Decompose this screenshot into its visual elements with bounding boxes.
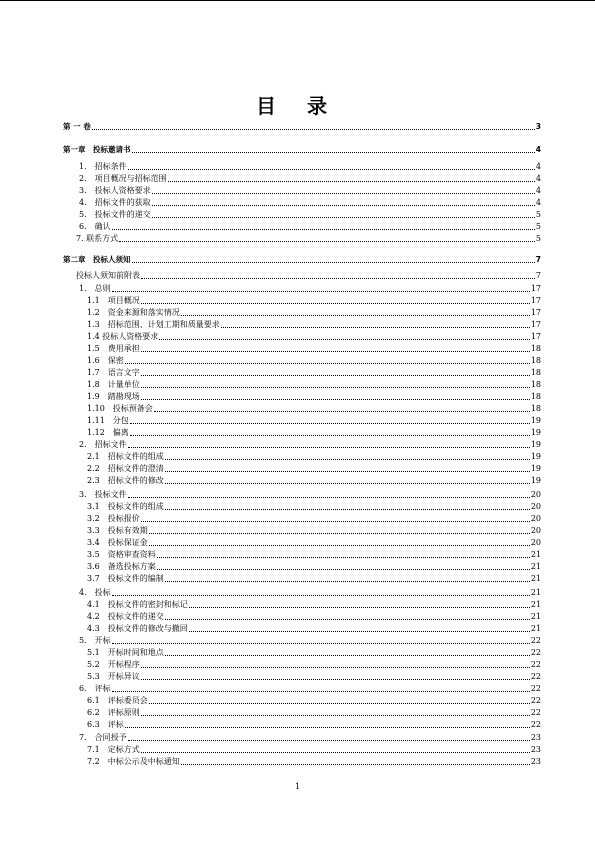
- toc-entry[interactable]: [87, 404, 541, 414]
- toc-entry-label: 5.3 开标异议: [87, 672, 140, 681]
- dot-leader: [141, 278, 535, 279]
- dot-leader: [152, 217, 535, 218]
- dot-leader: [141, 375, 530, 376]
- toc-entry-page: 22: [530, 720, 541, 729]
- dot-leader: [157, 557, 530, 558]
- dot-leader: [112, 595, 530, 596]
- toc-entry-page: 22: [530, 684, 541, 693]
- toc-entry-page: 20: [530, 538, 541, 547]
- toc-entry[interactable]: [87, 514, 541, 524]
- toc-entry-label: 3.4 投标保证金: [87, 538, 148, 547]
- dot-leader: [141, 715, 530, 716]
- dot-leader: [128, 169, 535, 170]
- toc-entry-label: 3.1 投标文件的组成: [87, 502, 164, 511]
- toc-entry[interactable]: [87, 392, 541, 402]
- dot-leader: [165, 509, 530, 510]
- toc-entry[interactable]: [79, 186, 541, 196]
- toc-entry-label: 第一章 投标邀请书: [63, 145, 131, 154]
- dot-leader: [119, 241, 535, 242]
- dot-leader: [130, 423, 530, 424]
- dot-leader: [141, 752, 530, 753]
- toc-entry-label: 4.2 投标文件的递交: [87, 612, 164, 621]
- page-title: 目 录: [256, 94, 339, 118]
- dot-leader: [141, 351, 530, 352]
- toc-entry-page: 22: [530, 660, 541, 669]
- toc-entry[interactable]: [79, 174, 541, 184]
- toc-entry-label: 6. 评标: [79, 684, 111, 693]
- toc-entry-page: 4: [535, 186, 541, 195]
- toc-entry-page: 18: [530, 404, 541, 413]
- toc-entry-page: 20: [530, 502, 541, 511]
- dot-leader: [128, 497, 530, 498]
- dot-leader: [112, 291, 530, 292]
- toc-entry[interactable]: [87, 344, 541, 354]
- dot-leader: [165, 483, 530, 484]
- toc-entry[interactable]: [87, 526, 541, 536]
- toc-entry-page: 17: [530, 320, 541, 329]
- toc-entry-label: 1. 招标条件: [79, 162, 127, 171]
- toc-entry-label: 1.8 计量单位: [87, 380, 140, 389]
- toc-entry-label: 3.3 投标有效期: [87, 526, 148, 535]
- toc-entry[interactable]: [87, 332, 541, 342]
- dot-leader: [189, 631, 530, 632]
- toc-entry-label: 3.2 投标报价: [87, 514, 140, 523]
- dot-leader: [149, 545, 530, 546]
- toc-entry-label: 1.1 项目概况: [87, 296, 140, 305]
- toc-entry-label: 2. 招标文件: [79, 440, 127, 449]
- toc-entry[interactable]: [87, 476, 541, 486]
- toc-entry[interactable]: [87, 648, 541, 658]
- toc-entry[interactable]: [76, 271, 541, 281]
- top-rule: [0, 0, 595, 1]
- dot-leader: [165, 471, 530, 472]
- toc-entry-page: 19: [530, 428, 541, 437]
- toc-entry-page: 17: [530, 332, 541, 341]
- toc-entry-page: 17: [530, 308, 541, 317]
- toc-entry-label: 3.7 投标文件的编制: [87, 574, 164, 583]
- toc-entry[interactable]: [79, 490, 541, 500]
- toc-entry-page: 5: [535, 222, 541, 231]
- toc-entry-label: 1.5 费用承担: [87, 344, 140, 353]
- toc-entry-page: 22: [530, 648, 541, 657]
- toc-entry[interactable]: [87, 308, 541, 318]
- toc-entry-page: 18: [530, 344, 541, 353]
- dot-leader: [128, 740, 530, 741]
- toc-entry[interactable]: [87, 745, 541, 755]
- dot-leader: [141, 387, 530, 388]
- toc-entry-label: 2.1 招标文件的组成: [87, 452, 164, 461]
- dot-leader: [149, 703, 530, 704]
- toc-entry[interactable]: [87, 368, 541, 378]
- toc-entry-page: 19: [530, 464, 541, 473]
- toc-entry[interactable]: [79, 162, 541, 172]
- toc-entry-page: 20: [530, 490, 541, 499]
- toc-entry-page: 23: [530, 733, 541, 742]
- toc-entry-label: 4. 招标文件的获取: [79, 198, 151, 207]
- dot-leader: [154, 411, 530, 412]
- toc-entry-page: 4: [535, 145, 541, 154]
- toc-entry-label: 5.1 开标时间和地点: [87, 648, 164, 657]
- dot-leader: [181, 764, 530, 765]
- toc-entry-page: 5: [535, 234, 541, 243]
- toc-entry-label: 6.1 评标委员会: [87, 696, 148, 705]
- toc-entry[interactable]: [87, 660, 541, 670]
- dot-leader: [152, 193, 535, 194]
- toc-entry-page: 21: [530, 612, 541, 621]
- toc-entry-label: 4. 投标: [79, 588, 111, 597]
- toc-entry[interactable]: [79, 284, 541, 294]
- toc-entry-page: 7: [535, 271, 541, 280]
- toc-entry[interactable]: [87, 672, 541, 682]
- toc-entry-page: 19: [530, 452, 541, 461]
- toc-entry-label: 1.6 保密: [87, 356, 124, 365]
- toc-entry[interactable]: [87, 696, 541, 706]
- toc-entry[interactable]: [87, 757, 541, 767]
- toc-entry-label: 3. 投标文件: [79, 490, 127, 499]
- toc-entry[interactable]: [79, 733, 541, 743]
- toc-entry[interactable]: [87, 296, 541, 306]
- toc-entry-page: 17: [530, 296, 541, 305]
- toc-entry-label: 1.3 招标范围、计划工期和质量要求: [87, 320, 220, 329]
- dot-leader: [141, 521, 530, 522]
- dot-leader: [149, 533, 530, 534]
- dot-leader: [92, 129, 535, 130]
- dot-leader: [165, 459, 530, 460]
- toc-entry-label: 3.6 备选投标方案: [87, 562, 156, 571]
- toc-entry-label: 3.5 资格审查资料: [87, 550, 156, 559]
- toc-entry-label: 1.4 投标人资格要求: [87, 332, 159, 341]
- dot-leader: [132, 152, 535, 153]
- dot-leader: [165, 619, 530, 620]
- toc-entry-page: 18: [530, 368, 541, 377]
- dot-leader: [189, 607, 530, 608]
- toc-entry-label: 1.10 投标预备会: [87, 404, 153, 413]
- toc-entry-label: 6.2 评标原则: [87, 708, 140, 717]
- toc-entry[interactable]: [79, 588, 541, 598]
- toc-entry[interactable]: [87, 464, 541, 474]
- toc-entry[interactable]: [79, 222, 541, 232]
- toc-entry-page: 22: [530, 708, 541, 717]
- toc-entry-label: 4.1 投标文件的密封和标记: [87, 600, 188, 609]
- toc-entry[interactable]: [76, 234, 541, 244]
- dot-leader: [112, 229, 535, 230]
- page-number: 1: [294, 782, 301, 791]
- dot-leader: [128, 447, 530, 448]
- toc-entry-label: 1. 总则: [79, 284, 111, 293]
- toc-entry-page: 21: [530, 574, 541, 583]
- toc-entry-page: 23: [530, 757, 541, 766]
- toc-entry[interactable]: [63, 255, 541, 265]
- dot-leader: [165, 581, 530, 582]
- toc-entry-label: 2.2 招标文件的澄清: [87, 464, 164, 473]
- toc-entry-label: 投标人须知前附表: [76, 271, 140, 280]
- toc-entry-page: 7: [535, 255, 541, 264]
- toc-entry-label: 1.2 资金来源和落实情况: [87, 308, 180, 317]
- toc-entry-page: 22: [530, 636, 541, 645]
- toc-entry-label: 7.1 定标方式: [87, 745, 140, 754]
- toc-entry[interactable]: [79, 440, 541, 450]
- toc-entry[interactable]: [79, 636, 541, 646]
- toc-entry[interactable]: [87, 538, 541, 548]
- toc-entry[interactable]: [87, 708, 541, 718]
- toc-entry-label: 7. 联系方式: [76, 234, 119, 243]
- toc-entry[interactable]: [87, 550, 541, 560]
- toc-entry-page: 18: [530, 380, 541, 389]
- dot-leader: [152, 205, 535, 206]
- toc-entry-page: 20: [530, 526, 541, 535]
- dot-leader: [165, 655, 530, 656]
- dot-leader: [125, 727, 530, 728]
- toc-entry[interactable]: [79, 210, 541, 220]
- toc-entry[interactable]: [63, 122, 541, 132]
- toc-entry[interactable]: [87, 320, 541, 330]
- toc-entry[interactable]: [87, 562, 541, 572]
- dot-leader: [141, 667, 530, 668]
- toc-entry-page: 22: [530, 672, 541, 681]
- toc-entry-label: 3. 投标人资格要求: [79, 186, 151, 195]
- toc-entry-page: 21: [530, 588, 541, 597]
- toc-entry-page: 21: [530, 550, 541, 559]
- toc-entry[interactable]: [87, 428, 541, 438]
- toc-entry[interactable]: [87, 502, 541, 512]
- dot-leader: [221, 327, 530, 328]
- toc-entry-label: 7. 合同授予: [79, 733, 127, 742]
- toc-entry[interactable]: [63, 145, 541, 155]
- toc-entry-page: 21: [530, 600, 541, 609]
- toc-entry-page: 18: [530, 356, 541, 365]
- toc-entry-page: 23: [530, 745, 541, 754]
- toc-entry-label: 1.12 偏离: [87, 428, 129, 437]
- toc-entry-page: 4: [535, 174, 541, 183]
- toc-entry[interactable]: [87, 416, 541, 426]
- toc-entry[interactable]: [87, 612, 541, 622]
- toc-entry-page: 3: [535, 122, 541, 131]
- toc-entry[interactable]: [87, 600, 541, 610]
- toc-entry-label: 2.3 招标文件的修改: [87, 476, 164, 485]
- dot-leader: [112, 643, 530, 644]
- dot-leader: [130, 435, 530, 436]
- toc-entry-page: 19: [530, 416, 541, 425]
- toc-entry-label: 第 一 卷: [63, 122, 91, 131]
- toc-entry[interactable]: [79, 684, 541, 694]
- toc-entry-page: 19: [530, 440, 541, 449]
- dot-leader: [159, 339, 530, 340]
- toc-entry-label: 5. 投标文件的递交: [79, 210, 151, 219]
- toc-entry[interactable]: [87, 720, 541, 730]
- dot-leader: [125, 363, 530, 364]
- toc-entry-page: 17: [530, 284, 541, 293]
- dot-leader: [168, 181, 535, 182]
- toc-entry-label: 6. 确认: [79, 222, 111, 231]
- toc-entry[interactable]: [87, 624, 541, 634]
- toc-entry-page: 22: [530, 696, 541, 705]
- toc-entry[interactable]: [87, 380, 541, 390]
- toc-entry-label: 5.2 开标程序: [87, 660, 140, 669]
- toc-entry-label: 1.7 语言文字: [87, 368, 140, 377]
- dot-leader: [112, 691, 530, 692]
- dot-leader: [181, 315, 530, 316]
- toc-entry[interactable]: [87, 356, 541, 366]
- toc-entry-page: 21: [530, 624, 541, 633]
- toc-entry-page: 4: [535, 162, 541, 171]
- dot-leader: [157, 569, 530, 570]
- toc-entry-page: 21: [530, 562, 541, 571]
- toc-entry[interactable]: [79, 198, 541, 208]
- toc-entry-page: 18: [530, 392, 541, 401]
- toc-entry-label: 1.11 分包: [87, 416, 129, 425]
- toc-entry-page: 20: [530, 514, 541, 523]
- toc-entry-label: 1.9 踏勘现场: [87, 392, 140, 401]
- toc-entry-label: 6.3 评标: [87, 720, 124, 729]
- toc-entry-label: 4.3 投标文件的修改与撤回: [87, 624, 188, 633]
- toc-entry-page: 19: [530, 476, 541, 485]
- dot-leader: [141, 399, 530, 400]
- dot-leader: [132, 262, 535, 263]
- toc-entry-label: 2. 项目概况与招标范围: [79, 174, 167, 183]
- toc-entry-label: 7.2 中标公示及中标通知: [87, 757, 180, 766]
- dot-leader: [141, 679, 530, 680]
- toc-entry[interactable]: [87, 574, 541, 584]
- toc-entry-label: 第二章 投标人须知: [63, 255, 131, 264]
- toc-entry-page: 4: [535, 198, 541, 207]
- toc-entry-label: 5. 开标: [79, 636, 111, 645]
- toc-entry[interactable]: [87, 452, 541, 462]
- toc-entry-page: 5: [535, 210, 541, 219]
- dot-leader: [141, 303, 530, 304]
